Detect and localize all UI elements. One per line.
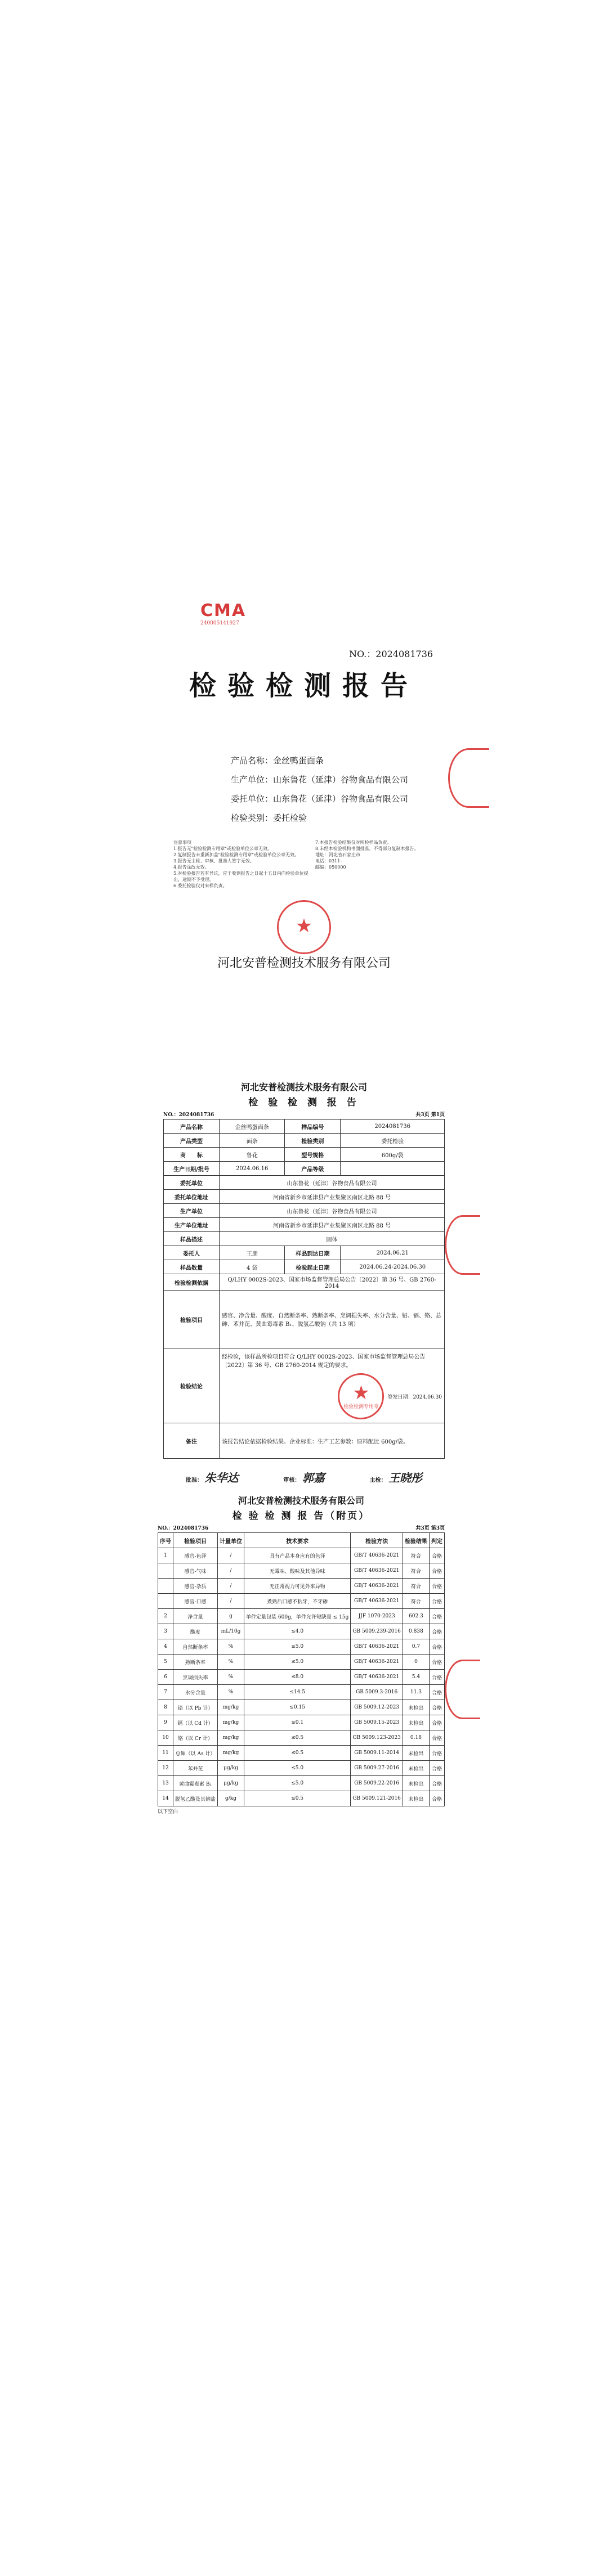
cell-judge: 合格: [429, 1761, 444, 1776]
conclusion-row: [164, 1348, 445, 1423]
cell-unit: μg/kg: [218, 1761, 244, 1776]
cell-label: 样品编号: [285, 1120, 341, 1134]
cell-label: 委托单位地址: [164, 1190, 220, 1204]
page2-footer: 以下空白: [158, 1809, 178, 1815]
cell-value: 2024.06.24-2024.06.30: [341, 1260, 445, 1274]
cell-value: 4 袋: [220, 1260, 285, 1274]
seal-text: 检验检测专用章: [343, 1404, 379, 1410]
cell-no: 12: [158, 1761, 173, 1776]
note-line: 电话：0311-: [315, 858, 342, 864]
report-page-1: [163, 1080, 445, 1485]
basis-row: [164, 1274, 445, 1291]
cell-method: GB/T 40636-2021: [351, 1563, 403, 1579]
cell-value: 河南省新乡市延津县产业集聚区南区北路 88 号: [220, 1218, 445, 1232]
table-row: [158, 1655, 445, 1670]
cell-unit: mg/kg: [218, 1715, 244, 1730]
cell-value: [220, 1348, 445, 1423]
cell-method: GB/T 40636-2021: [351, 1579, 403, 1594]
cell-value: 王朋: [220, 1246, 285, 1260]
cell-unit: mg/kg: [218, 1700, 244, 1715]
cell-value: 委托检验: [341, 1134, 445, 1148]
page2-page-count: 共3页 第3页: [415, 1526, 445, 1531]
cell-req: ≤4.0: [244, 1624, 351, 1639]
cell-result: 符合: [403, 1579, 429, 1594]
cell-unit: mL/10g: [218, 1624, 244, 1639]
cell-label: 检验项目: [164, 1291, 220, 1348]
cell-label: 备注: [164, 1423, 220, 1459]
table-row: [164, 1218, 445, 1232]
cell-unit: g: [218, 1609, 244, 1624]
cell-item: 感官-气味: [173, 1563, 218, 1579]
remark-row: [164, 1423, 445, 1459]
cell-judge: 合格: [429, 1548, 444, 1563]
cell-method: GB/T 40636-2021: [351, 1639, 403, 1655]
table-row: [158, 1730, 445, 1746]
cell-no: 2: [158, 1609, 173, 1624]
cell-label: 生产日期/批号: [164, 1162, 220, 1176]
cell-result: 0: [403, 1655, 429, 1670]
table-row: [164, 1232, 445, 1246]
cell-judge: 合格: [429, 1594, 444, 1609]
cell-method: GB 5009.121-2016: [351, 1791, 403, 1806]
table-row: [158, 1563, 445, 1579]
sign-date: 签发日期：2024.06.30: [387, 1394, 442, 1400]
cell-value: 2024081736: [341, 1120, 445, 1134]
cell-value: [341, 1162, 445, 1176]
cell-method: GB 5009.3-2016: [351, 1685, 403, 1700]
cell-req: ≤5.0: [244, 1655, 351, 1670]
cell-judge: 合格: [429, 1776, 444, 1791]
cell-method: GB 5009.15-2023: [351, 1715, 403, 1730]
cell-item: 感官-色泽: [173, 1548, 218, 1563]
cell-judge: 合格: [429, 1791, 444, 1806]
cell-req: ≤5.0: [244, 1639, 351, 1655]
cell-method: GB/T 40636-2021: [351, 1655, 403, 1670]
cell-judge: 合格: [429, 1639, 444, 1655]
cell-judge: 合格: [429, 1563, 444, 1579]
cell-req: ≤0.5: [244, 1746, 351, 1761]
cell-value: 该报告结论依据检验结果。企业标准：生产工艺参数：原料配比 600g/袋。: [220, 1423, 445, 1459]
table-row: [164, 1190, 445, 1204]
cell-label: 检验检测依据: [164, 1274, 220, 1291]
cell-judge: 合格: [429, 1730, 444, 1746]
cell-no: 10: [158, 1730, 173, 1746]
cell-no: 8: [158, 1700, 173, 1715]
cell-unit: μg/kg: [218, 1776, 244, 1791]
cell-item: 酸度: [173, 1624, 218, 1639]
cell-no: 1: [158, 1548, 173, 1563]
cell-no: 3: [158, 1624, 173, 1639]
cell-no: 5: [158, 1655, 173, 1670]
cell-req: ≤0.15: [244, 1700, 351, 1715]
note-line: 邮编：050000: [315, 865, 346, 870]
note-line: 7.本报告检验结果仅对所检样品负责。: [315, 840, 392, 845]
table-row: [158, 1746, 445, 1761]
cell-result: 未检出: [403, 1746, 429, 1761]
table-row: [158, 1624, 445, 1639]
cell-item: 总砷（以 As 计）: [173, 1746, 218, 1761]
cell-method: GB/T 40636-2021: [351, 1594, 403, 1609]
cma-mark: CMA: [200, 601, 247, 621]
cell-value: 感官、净含量、酸度、自然断条率、熟断条率、烹调损失率、水分含量、铅、镉、铬、总砷、苯并芘、黄曲霉毒素 B₁、脱氢乙酸钠（共 13 项）: [220, 1291, 445, 1348]
cell-label: 检验类别: [285, 1134, 341, 1148]
note-line: 3.报告无主检、审核、批准人签字无效。: [173, 858, 254, 864]
cell-method: GB 5009.22-2016: [351, 1776, 403, 1791]
cell-label: 型号规格: [285, 1148, 341, 1162]
note-line: 5.对检验报告若有异议，应于收到报告之日起十五日内向检验单位提出，逾期不予受理。: [173, 871, 309, 882]
cell-no: [158, 1579, 173, 1594]
cell-no: 9: [158, 1715, 173, 1730]
items-row: [164, 1291, 445, 1348]
cover-seal: [277, 900, 331, 954]
cell-result: 0.18: [403, 1730, 429, 1746]
cell-label: 检验结论: [164, 1348, 220, 1423]
page1-page-count: 共3页 第1页: [415, 1112, 445, 1118]
cell-value: Q/LHY 0002S-2023、国家市场监督管理总局公告〔2022〕第 36 号、GB 2760-2014: [220, 1274, 445, 1291]
cell-unit: /: [218, 1548, 244, 1563]
approve-signature: 批准： 朱华达: [185, 1471, 239, 1485]
cell-no: [158, 1563, 173, 1579]
cell-no: [158, 1594, 173, 1609]
cell-item: 自然断条率: [173, 1639, 218, 1655]
cell-label: 样品到达日期: [285, 1246, 341, 1260]
cover-side-seal: [448, 748, 489, 808]
note-line: 8.未经本检验机构书面批准，不得部分复制本报告。: [315, 846, 419, 851]
cell-req: 无正常视力可见外来异物: [244, 1579, 351, 1594]
table-row: [158, 1776, 445, 1791]
page2-title: 检 验 检 测 报 告（附页）: [232, 1510, 370, 1522]
cell-item: 铬（以 Cr 计）: [173, 1730, 218, 1746]
cell-result: 602.3: [403, 1609, 429, 1624]
cell-unit: /: [218, 1594, 244, 1609]
cell-label: 产品类型: [164, 1134, 220, 1148]
cell-method: GB 5009.12-2023: [351, 1700, 403, 1715]
cell-value: 600g/袋: [341, 1148, 445, 1162]
cover-field-producer: 生产单位：山东鲁花（延津）谷物食品有限公司: [231, 775, 409, 785]
cover-fields: [231, 751, 408, 828]
cover-field-product: 产品名称：金丝鸭蛋面条: [231, 756, 324, 766]
cma-logo: [200, 601, 251, 626]
table-row: [164, 1148, 445, 1162]
seal-star-icon: ★: [295, 915, 313, 937]
page1-title: 检 验 检 测 报 告: [248, 1097, 360, 1108]
table-row: [164, 1204, 445, 1218]
cma-number: 240005141927: [200, 621, 239, 626]
cell-item: 感官-杂质: [173, 1579, 218, 1594]
cell-judge: 合格: [429, 1609, 444, 1624]
cell-result: 未检出: [403, 1715, 429, 1730]
cover-field-category: 检验类别：委托检验: [231, 813, 307, 823]
report-page-2: [158, 1494, 445, 1815]
table-row: [164, 1246, 445, 1260]
column-header: 检验方法: [351, 1533, 403, 1548]
cell-unit: %: [218, 1639, 244, 1655]
cell-value: 河南省新乡市延津县产业集聚区南区北路 88 号: [220, 1190, 445, 1204]
cell-unit: mg/kg: [218, 1730, 244, 1746]
cell-no: 13: [158, 1776, 173, 1791]
note-line: 6.委托检验仅对来样负责。: [173, 883, 227, 888]
cell-result: 未检出: [403, 1791, 429, 1806]
cell-result: 未检出: [403, 1700, 429, 1715]
page1-company: 河北安普检测技术服务有限公司: [240, 1082, 367, 1093]
column-header: 技术要求: [244, 1533, 351, 1548]
page1-side-seal: [445, 1215, 480, 1275]
cover-notes-left: [173, 839, 309, 889]
table-row: [158, 1685, 445, 1700]
main-check-signature: 主检： 王晓彤: [369, 1471, 423, 1485]
cell-req: ≤0.1: [244, 1715, 351, 1730]
cell-label: 生产单位: [164, 1204, 220, 1218]
cell-result: 5.4: [403, 1670, 429, 1685]
cell-label: 委托人: [164, 1246, 220, 1260]
note-line: 地址：河北省石家庄市: [315, 852, 360, 857]
conclusion-text: 经检验，该样品所检项目符合 Q/LHY 0002S-2023、国家市场监督管理总局公告〔2022〕第 36 号、GB 2760-2014 规定的要求。: [222, 1354, 426, 1369]
note-line: 注意事项: [173, 840, 191, 845]
table-row: [158, 1670, 445, 1685]
cell-value: 固体: [220, 1232, 445, 1246]
cell-unit: %: [218, 1685, 244, 1700]
cell-label: 样品数量: [164, 1260, 220, 1274]
cell-unit: %: [218, 1670, 244, 1685]
cover-report-number: NO.：2024081736: [349, 649, 433, 659]
column-header: 检验项目: [173, 1533, 218, 1548]
cell-method: JJF 1070-2023: [351, 1609, 403, 1624]
cell-result: 未检出: [403, 1776, 429, 1791]
cell-req: 煮熟后口感不粘牙，不牙碜: [244, 1594, 351, 1609]
cell-value: 山东鲁花（延津）谷物食品有限公司: [220, 1204, 445, 1218]
cell-judge: 合格: [429, 1700, 444, 1715]
cell-value: 山东鲁花（延津）谷物食品有限公司: [220, 1176, 445, 1190]
cell-req: 单件定量包装 600g，单件允许短缺量 ≤ 15g: [244, 1609, 351, 1624]
cell-unit: g/kg: [218, 1791, 244, 1806]
note-line: 1.报告无"检验检测专用章"或检验单位公章无效。: [173, 846, 272, 851]
page2-table: [158, 1532, 445, 1806]
table-row: [158, 1700, 445, 1715]
cell-no: 11: [158, 1746, 173, 1761]
column-header: 序号: [158, 1533, 173, 1548]
cell-result: 符合: [403, 1594, 429, 1609]
cell-value: 2024.06.16: [220, 1162, 285, 1176]
cell-req: ≤5.0: [244, 1761, 351, 1776]
table-row: [164, 1120, 445, 1134]
cell-judge: 合格: [429, 1670, 444, 1685]
table-row: [158, 1548, 445, 1563]
page2-number: NO.：2024081736: [158, 1526, 209, 1531]
cell-judge: 合格: [429, 1579, 444, 1594]
cell-method: GB 5009.11-2014: [351, 1746, 403, 1761]
table-row: [158, 1609, 445, 1624]
cell-no: 6: [158, 1670, 173, 1685]
cell-item: 苯并芘: [173, 1761, 218, 1776]
cell-req: 具有产品本身应有的色泽: [244, 1548, 351, 1563]
cell-value: 鲁花: [220, 1148, 285, 1162]
cell-req: 无霉味、酸味及其他异味: [244, 1563, 351, 1579]
cell-item: 烹调损失率: [173, 1670, 218, 1685]
cell-method: GB/T 40636-2021: [351, 1548, 403, 1563]
cell-req: ≤5.0: [244, 1776, 351, 1791]
cover-title: 检验检测报告: [189, 670, 419, 702]
page2-company: 河北安普检测技术服务有限公司: [238, 1495, 364, 1506]
table-row: [158, 1594, 445, 1609]
cell-method: GB 5009.27-2016: [351, 1761, 403, 1776]
cell-req: ≤0.5: [244, 1730, 351, 1746]
table-row: [164, 1260, 445, 1274]
cell-method: GB 5009.123-2023: [351, 1730, 403, 1746]
cell-result: 11.3: [403, 1685, 429, 1700]
cell-result: 0.7: [403, 1639, 429, 1655]
cell-unit: /: [218, 1579, 244, 1594]
cell-value: 金丝鸭蛋面条: [220, 1120, 285, 1134]
cover-field-client: 委托单位：山东鲁花（延津）谷物食品有限公司: [231, 794, 409, 804]
cell-item: 黄曲霉毒素 B₁: [173, 1776, 218, 1791]
cell-req: ≤0.5: [244, 1791, 351, 1806]
cell-unit: /: [218, 1563, 244, 1579]
cell-label: 检验起止日期: [285, 1260, 341, 1274]
table-row: [164, 1134, 445, 1148]
cell-label: 生产单位地址: [164, 1218, 220, 1232]
table-row: [164, 1176, 445, 1190]
review-signature: 审核： 郭嘉: [283, 1471, 325, 1485]
cell-item: 感官-口感: [173, 1594, 218, 1609]
table-row: [158, 1761, 445, 1776]
cell-value: 2024.06.21: [341, 1246, 445, 1260]
cell-label: 委托单位: [164, 1176, 220, 1190]
page2-side-seal: [445, 1660, 480, 1719]
cell-label: 产品名称: [164, 1120, 220, 1134]
cell-label: 产品等级: [285, 1162, 341, 1176]
conclusion-seal: [338, 1373, 384, 1419]
column-header: 判定: [429, 1533, 444, 1548]
column-header: 检验结果: [403, 1533, 429, 1548]
note-line: 2.复制报告未重新加盖"检验检测专用章"或检验单位公章无效。: [173, 852, 299, 857]
cover-company: 河北安普检测技术服务有限公司: [217, 956, 391, 970]
table-row: [158, 1791, 445, 1806]
cell-unit: mg/kg: [218, 1746, 244, 1761]
cell-label: 商 标: [164, 1148, 220, 1162]
cover-notes-right: [315, 839, 456, 870]
cell-value: 面条: [220, 1134, 285, 1148]
cell-judge: 合格: [429, 1685, 444, 1700]
cell-label: 样品描述: [164, 1232, 220, 1246]
cell-result: 符合: [403, 1548, 429, 1563]
cell-item: 脱氢乙酸及其钠盐: [173, 1791, 218, 1806]
cell-judge: 合格: [429, 1624, 444, 1639]
cell-result: 未检出: [403, 1761, 429, 1776]
page1-number: NO.：2024081736: [163, 1112, 214, 1118]
cell-unit: %: [218, 1655, 244, 1670]
cell-judge: 合格: [429, 1715, 444, 1730]
cell-no: 4: [158, 1639, 173, 1655]
table-row: [158, 1715, 445, 1730]
column-header: 计量单位: [218, 1533, 244, 1548]
cell-method: GB 5009.239-2016: [351, 1624, 403, 1639]
cell-item: 熟断条率: [173, 1655, 218, 1670]
cell-no: 7: [158, 1685, 173, 1700]
seal-star-icon: ★: [352, 1381, 370, 1404]
cell-judge: 合格: [429, 1655, 444, 1670]
page1-signatures: [163, 1469, 445, 1485]
table-row: [158, 1579, 445, 1594]
cell-item: 镉（以 Cd 计）: [173, 1715, 218, 1730]
table-row: [164, 1162, 445, 1176]
table-row: [158, 1639, 445, 1655]
cell-req: ≤14.5: [244, 1685, 351, 1700]
cell-no: 14: [158, 1791, 173, 1806]
cover-page: [0, 0, 608, 1001]
cell-result: 符合: [403, 1563, 429, 1579]
cell-judge: 合格: [429, 1746, 444, 1761]
cell-item: 净含量: [173, 1609, 218, 1624]
page1-table: [163, 1119, 445, 1459]
cell-item: 水分含量: [173, 1685, 218, 1700]
cell-item: 铅（以 Pb 计）: [173, 1700, 218, 1715]
cell-method: GB/T 40636-2021: [351, 1670, 403, 1685]
note-line: 4.报告涂改无效。: [173, 865, 209, 870]
cell-req: ≤8.0: [244, 1670, 351, 1685]
cell-result: 0.838: [403, 1624, 429, 1639]
